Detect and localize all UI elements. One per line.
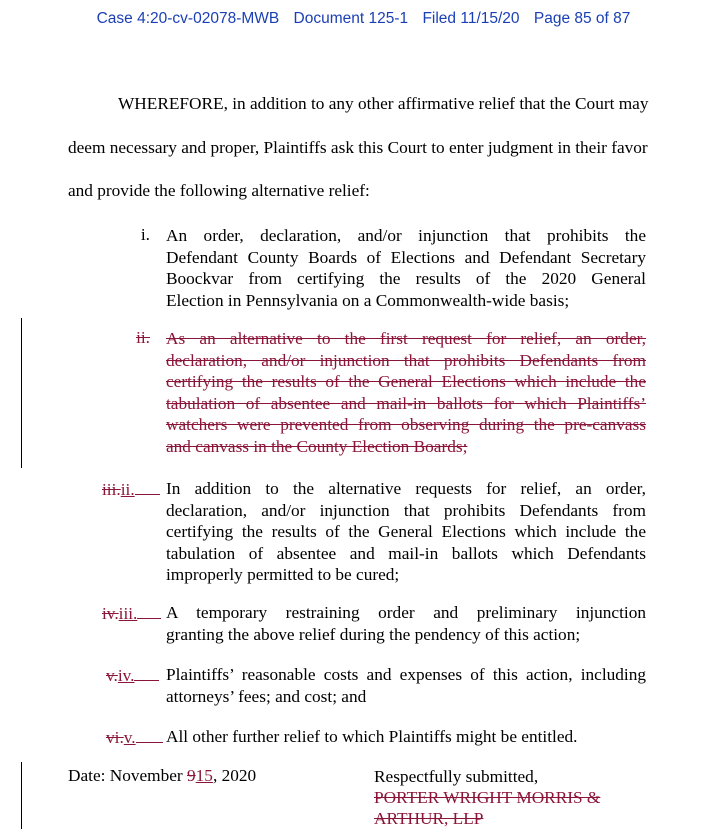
change-bar xyxy=(21,762,22,829)
item-line: granting the above relief during the pendency of this action; xyxy=(166,624,581,644)
page-number: Page 85 of 87 xyxy=(533,10,631,27)
page-header xyxy=(0,10,727,28)
intro-line-1: WHEREFORE, in addition to any other affirmative relief that the Court may xyxy=(118,94,649,113)
numeral-deleted: vi. xyxy=(106,728,124,747)
item-line: declaration, and/or injunction that prohibits Defendants from xyxy=(166,500,646,520)
numeral-inserted: v. xyxy=(123,728,136,747)
date-inserted: 15 xyxy=(195,766,213,785)
item-line: tabulation of absentee and mail-in ballots which Defendants xyxy=(166,543,646,563)
item-line: improperly permitted to be cured; xyxy=(166,565,400,584)
item-numeral-deleted: ii. xyxy=(136,328,150,347)
item-line: certifying the results of the General Elections which include the xyxy=(166,372,646,391)
firm-name-line-1: PORTER WRIGHT MORRIS & xyxy=(374,788,601,807)
item-line: Plaintiffs’ reasonable costs and expenses of this action, including xyxy=(166,665,646,684)
relief-item xyxy=(166,602,646,645)
signature-block xyxy=(374,766,600,829)
inserted-tab xyxy=(135,478,160,495)
item-numeral xyxy=(102,478,160,500)
case-number: Case 4:20-cv-02078-MWB xyxy=(96,10,280,27)
intro-line-3: and provide the following alternative relief: xyxy=(68,181,370,200)
item-line: All other further relief to which Plaintiffs might be entitled. xyxy=(166,727,578,746)
numeral-inserted: iii. xyxy=(118,604,138,623)
relief-item xyxy=(166,225,646,311)
inserted-tab xyxy=(137,602,161,619)
numeral-deleted: iii. xyxy=(102,480,121,499)
item-line: In addition to the alternative requests for relief, an order, xyxy=(166,479,646,498)
date-suffix: , 2020 xyxy=(212,766,257,785)
relief-item xyxy=(166,664,646,707)
numeral-deleted: iv. xyxy=(102,604,119,623)
item-line: Boockvar from certifying the results of the 2020 General xyxy=(166,269,646,288)
relief-item-deleted xyxy=(166,328,646,457)
inserted-tab xyxy=(136,726,163,743)
item-line: An order, declaration, and/or injunction that prohibits the xyxy=(166,226,646,245)
numeral-deleted: v. xyxy=(106,666,118,685)
item-line: Election in Pennsylvania on a Commonwealth-wide basis; xyxy=(166,290,570,310)
date-prefix: Date: November xyxy=(68,766,188,785)
relief-item xyxy=(166,478,646,586)
item-line: As an alternative to the first request for relief, an order, xyxy=(166,329,646,348)
numeral-inserted: ii. xyxy=(120,480,135,499)
date-deleted: 9 xyxy=(187,766,196,785)
item-numeral xyxy=(106,664,159,686)
item-line: certifying the results of the General Elections which include the xyxy=(166,522,646,541)
relief-item xyxy=(166,726,646,748)
item-numeral xyxy=(106,726,163,748)
item-line: declaration, and/or injunction that prohibits Defendants from xyxy=(166,350,646,370)
change-bar xyxy=(21,318,22,468)
item-numeral xyxy=(102,602,161,624)
item-numeral: i. xyxy=(140,225,150,244)
signature-date xyxy=(68,766,256,786)
numeral-inserted: iv. xyxy=(117,666,135,685)
item-line: and canvass in the County Election Boards; xyxy=(166,436,468,456)
signoff: Respectfully submitted, xyxy=(374,767,539,786)
item-line: A temporary restraining order and preliminary injunction xyxy=(166,603,646,622)
item-line: tabulation of absentee and mail-in ballots for which Plaintiffs’ xyxy=(166,393,646,413)
document-number: Document 125-1 xyxy=(293,10,409,27)
filed-date: Filed 11/15/20 xyxy=(422,10,520,27)
inserted-tab xyxy=(134,664,159,681)
firm-name-line-2: ARTHUR, LLP xyxy=(374,809,484,828)
item-line: watchers were prevented from observing during the pre-canvass xyxy=(166,415,646,434)
item-line: Defendant County Boards of Elections and Defendant Secretary xyxy=(166,247,646,267)
intro-line-2: deem necessary and proper, Plaintiffs ask this Court to enter judgment in their favor xyxy=(68,138,648,157)
item-line: attorneys’ fees; and cost; and xyxy=(166,686,367,706)
